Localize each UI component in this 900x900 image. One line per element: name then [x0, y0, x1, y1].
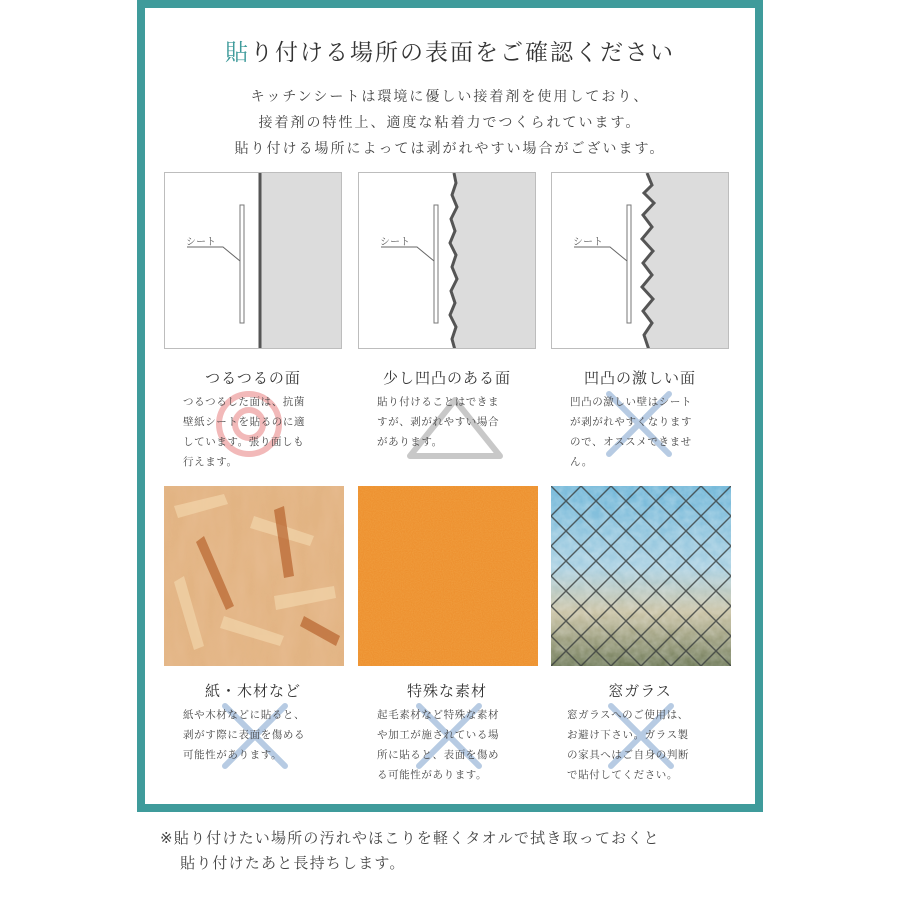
surface-caption: 少し凹凸のある面 — [382, 369, 511, 387]
sheet-label: シート — [573, 237, 603, 248]
material-description — [183, 705, 343, 765]
desc-line: 起毛素材など特殊な素材 — [377, 709, 500, 721]
desc-line: 可能性があります。 — [183, 749, 283, 761]
desc-line: 凹凸の激しい壁はシート — [570, 396, 693, 408]
intro-line: 接着剤の特性上、適度な粘着力でつくられています。 — [258, 115, 642, 131]
smooth-surface-diagram — [164, 172, 342, 349]
desc-line: 貼り付けることはできま — [377, 396, 500, 408]
desc-line: 窓ガラスへのご使用は、 — [567, 709, 689, 721]
surface-caption: 凹凸の激しい面 — [583, 369, 696, 387]
info-frame — [137, 0, 763, 812]
rough-surface-diagram — [551, 172, 729, 349]
desc-line: お避け下さい。ガラス製 — [567, 729, 689, 741]
material-caption: 特殊な素材 — [406, 682, 487, 700]
footnote-line: ※貼り付けたい場所の汚れやほこりを軽くタオルで拭き取っておくと — [160, 829, 660, 847]
desc-line: ので、オススメできませ — [570, 436, 692, 448]
desc-line: が剥がれやすくなります — [570, 416, 693, 428]
surface-description — [183, 392, 343, 472]
title-accent: 貼 — [225, 40, 250, 66]
footnote — [160, 826, 800, 876]
surface-description — [570, 392, 730, 472]
desc-line: ん。 — [570, 456, 593, 468]
felt-fabric-photo — [358, 486, 538, 666]
material-caption: 窓ガラス — [608, 682, 672, 700]
desc-line: 紙や木材などに貼ると、 — [183, 709, 306, 721]
sheet-label: シート — [186, 237, 216, 248]
sheet-label: シート — [380, 237, 410, 248]
intro-line: キッチンシートは環境に優しい接着剤を使用しており、 — [250, 89, 650, 105]
desc-line: の家具へはご自身の判断 — [567, 749, 690, 761]
intro-line: 貼り付ける場所によっては剥がれやすい場合がございます。 — [234, 141, 666, 157]
title-text: り付ける場所の表面をご確認ください — [250, 40, 675, 66]
desc-line: や加工が施されている場 — [377, 729, 500, 741]
desc-line: つるつるした面は、抗菌 — [183, 396, 305, 408]
surface-description — [377, 392, 537, 452]
uneven-surface-diagram — [358, 172, 536, 349]
info-panel — [145, 8, 755, 804]
desc-line: があります。 — [377, 436, 443, 448]
page-title — [145, 38, 755, 68]
desc-line: 剥がす際に表面を傷める — [183, 729, 306, 741]
material-description — [377, 705, 537, 785]
material-caption: 紙・木材など — [204, 682, 301, 700]
desc-line: で貼付してください。 — [567, 769, 678, 781]
footnote-line: 貼り付けたあと長持ちします。 — [180, 854, 406, 872]
surface-caption: つるつるの面 — [205, 369, 301, 387]
desc-line: すが、剥がれやすい場合 — [377, 416, 500, 428]
osb-wood-photo — [164, 486, 344, 666]
desc-line: る可能性があります。 — [377, 769, 488, 781]
window-glass-photo — [551, 486, 731, 666]
material-description — [567, 705, 727, 785]
desc-line: しています。張り面しも — [183, 436, 305, 448]
desc-line: 壁紙シートを貼るのに適 — [183, 416, 306, 428]
intro-text — [145, 84, 755, 162]
desc-line: 行えます。 — [183, 456, 238, 468]
desc-line: 所に貼ると、表面を傷め — [377, 749, 500, 761]
